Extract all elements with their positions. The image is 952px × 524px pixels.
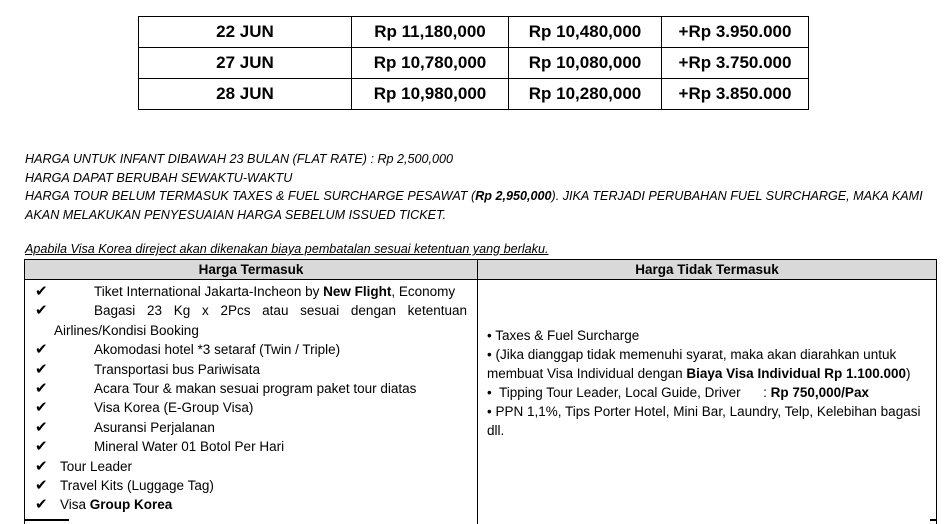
item-text: • (Jika dianggap tidak memenuhi syarat, maka akan diarahkan untuk membuat Visa Individual dengan <box>487 347 896 381</box>
list-item <box>25 495 477 514</box>
checkmark-icon: ✔ <box>35 495 48 514</box>
item-text: Akomodasi hotel *3 setaraf (Twin / Triple) <box>25 340 477 359</box>
header-included: Harga Termasuk <box>25 260 478 280</box>
price-cell: Rp 11,180,000 <box>352 17 509 48</box>
item-text: Travel Kits (Luggage Tag) <box>25 476 477 495</box>
item-text: Mineral Water 01 Botol Per Hari <box>25 437 477 456</box>
list-item <box>25 418 477 437</box>
table-row <box>139 48 809 79</box>
item-text: Visa <box>60 497 90 512</box>
price-cell: Rp 10,280,000 <box>509 79 662 110</box>
list-item <box>25 457 477 476</box>
surcharge-cell: +Rp 3.850.000 <box>662 79 809 110</box>
tax-amount: Rp 2,950,000 <box>475 189 551 203</box>
list-item <box>25 476 477 495</box>
checkmark-icon: ✔ <box>35 360 48 379</box>
item-text-bold: Group Korea <box>90 497 173 512</box>
item-text: Airlines/Kondisi Booking <box>25 321 477 340</box>
included-list <box>25 280 477 515</box>
list-item <box>25 379 477 398</box>
tax-note-prefix: HARGA TOUR BELUM TERMASUK TAXES & FUEL SURCHARGE PESAWAT ( <box>25 189 475 203</box>
checkmark-icon: ✔ <box>35 398 48 417</box>
surcharge-cell: +Rp 3.950.000 <box>662 17 809 48</box>
list-item: • Taxes & Fuel Surcharge <box>487 326 928 345</box>
price-notes <box>25 150 935 224</box>
item-text: • Tipping Tour Leader, Local Guide, Driver : <box>487 385 771 400</box>
tax-note <box>25 187 935 206</box>
price-cell: Rp 10,080,000 <box>509 48 662 79</box>
price-cell: Rp 10,980,000 <box>352 79 509 110</box>
price-change-note: HARGA DAPAT BERUBAH SEWAKTU-WAKTU <box>25 169 935 188</box>
item-text-bold: Biaya Visa Individual Rp 1.100.000 <box>686 366 906 381</box>
item-text: Transportasi bus Pariwisata <box>25 360 477 379</box>
table-bottom-border <box>24 519 69 521</box>
inclusions-table <box>24 259 937 524</box>
departure-price-table <box>138 16 809 110</box>
item-text: Visa Korea (E-Group Visa) <box>25 398 477 417</box>
item-text: Acara Tour & makan sesuai program paket tour diatas <box>25 379 477 398</box>
item-text-bold: New Flight <box>323 284 391 299</box>
item-text: Tiket International Jakarta-Incheon by <box>94 284 323 299</box>
list-item <box>25 437 477 456</box>
item-text-bold: Rp 750,000/Pax <box>771 385 869 400</box>
list-item: • PPN 1,1%, Tips Porter Hotel, Mini Bar, Laundry, Telp, Kelebihan bagasi dll. <box>487 402 928 440</box>
checkmark-icon: ✔ <box>35 282 48 301</box>
list-item <box>25 360 477 379</box>
departure-date: 28 JUN <box>139 79 352 110</box>
included-cell <box>25 280 478 524</box>
item-text: ) <box>906 366 911 381</box>
item-text: Tour Leader <box>25 457 477 476</box>
item-text: Asuransi Perjalanan <box>25 418 477 437</box>
departure-date: 22 JUN <box>139 17 352 48</box>
header-excluded: Harga Tidak Termasuk <box>478 260 937 280</box>
price-cell: Rp 10,480,000 <box>509 17 662 48</box>
item-text: Bagasi 23 Kg x 2Pcs atau sesuai dengan ketentuan <box>25 301 477 320</box>
tax-note-suffix: ). JIKA TERJADI PERUBAHAN FUEL SURCHARGE, MAKA KAMI <box>552 189 923 203</box>
price-cell: Rp 10,780,000 <box>352 48 509 79</box>
checkmark-icon: ✔ <box>35 340 48 359</box>
infant-price-note: HARGA UNTUK INFANT DIBAWAH 23 BULAN (FLAT RATE) : Rp 2,500,000 <box>25 150 935 169</box>
checkmark-icon: ✔ <box>35 301 48 320</box>
checkmark-icon: ✔ <box>35 379 48 398</box>
table-bottom-border <box>930 519 937 521</box>
list-item <box>25 282 477 301</box>
excluded-list <box>478 280 936 440</box>
checkmark-icon: ✔ <box>35 437 48 456</box>
tax-note-line2: AKAN MELAKUKAN PENYESUAIAN HARGA SEBELUM ISSUED TICKET. <box>25 206 935 225</box>
table-row <box>139 17 809 48</box>
visa-reject-note: Apabila Visa Korea direject akan dikenakan biaya pembatalan sesuai ketentuan yang berlaku. <box>25 241 548 257</box>
list-item <box>25 340 477 359</box>
excluded-cell <box>478 280 937 524</box>
list-item <box>487 345 928 383</box>
checkmark-icon: ✔ <box>35 457 48 476</box>
departure-date: 27 JUN <box>139 48 352 79</box>
surcharge-cell: +Rp 3.750.000 <box>662 48 809 79</box>
list-item <box>25 301 477 340</box>
table-row <box>25 280 937 524</box>
table-row <box>139 79 809 110</box>
list-item <box>25 398 477 417</box>
checkmark-icon: ✔ <box>35 418 48 437</box>
checkmark-icon: ✔ <box>35 476 48 495</box>
list-item <box>487 383 928 402</box>
table-header-row <box>25 260 937 280</box>
item-text: , Economy <box>391 284 455 299</box>
